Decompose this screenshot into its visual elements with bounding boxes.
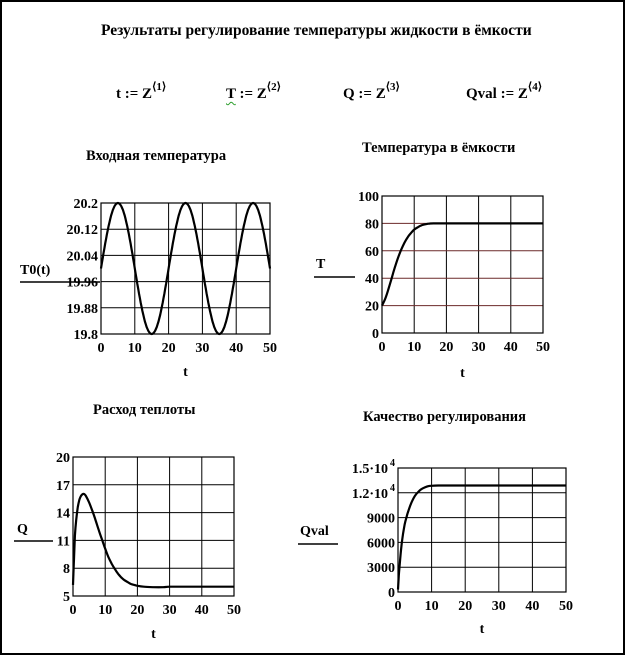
inlet-xtick-label: 10 bbox=[127, 341, 142, 356]
def-rhs: Z bbox=[517, 86, 528, 102]
def-index: ⟨2⟩ bbox=[266, 81, 281, 93]
quality-xtick-label: 40 bbox=[525, 599, 540, 614]
def-rhs: Z bbox=[142, 86, 153, 102]
def-index: ⟨1⟩ bbox=[152, 81, 167, 93]
tank-xlabel: t bbox=[460, 366, 465, 381]
def-lhs: T bbox=[226, 86, 236, 102]
chart-title-inlet: Входная температура bbox=[86, 148, 227, 164]
inlet-series-line bbox=[101, 203, 270, 334]
quality-ytick-label: 6000 bbox=[367, 536, 395, 552]
tank-xtick-label: 0 bbox=[378, 340, 386, 355]
tank-ytick-label: 100 bbox=[358, 190, 379, 205]
def-op: := bbox=[358, 86, 372, 102]
chart-title-tank: Температура в ёмкости bbox=[362, 140, 516, 156]
heat-xlabel: t bbox=[151, 627, 156, 642]
tank-xtick-label: 40 bbox=[503, 340, 518, 355]
quality-series-line bbox=[398, 486, 566, 590]
inlet-xlabel: t bbox=[183, 365, 188, 380]
quality-ytick-exponent: 4 bbox=[390, 458, 395, 469]
quality-xtick-label: 0 bbox=[394, 599, 402, 614]
inlet-ytick-label: 20.12 bbox=[66, 223, 98, 239]
def-op: := bbox=[239, 86, 254, 102]
quality-ytick-label: 9000 bbox=[367, 511, 395, 527]
heat-ytick-label: 11 bbox=[56, 534, 70, 550]
def-lhs: t bbox=[116, 86, 121, 102]
tank-series-line bbox=[382, 223, 543, 305]
quality-xtick-label: 50 bbox=[559, 599, 573, 614]
def-rhs: Z bbox=[375, 86, 386, 102]
quality-ytick-label: 0 bbox=[388, 586, 395, 601]
quality-xtick-label: 20 bbox=[458, 599, 473, 614]
tank-ytick-label: 60 bbox=[365, 244, 379, 260]
tank-xtick-label: 30 bbox=[471, 340, 486, 355]
tank-ylabel: T bbox=[316, 257, 326, 272]
quality-ytick-label: 1.2·10 bbox=[351, 486, 388, 502]
def-lhs: Q bbox=[343, 86, 355, 102]
heat-ytick-label: 20 bbox=[56, 451, 70, 466]
heat-xtick-label: 20 bbox=[130, 603, 145, 618]
quality-ytick-label: 1.5·10 bbox=[351, 462, 388, 477]
heat-ytick-label: 14 bbox=[56, 506, 70, 522]
def-index: ⟨4⟩ bbox=[527, 81, 542, 93]
def-lhs: Qval bbox=[466, 86, 497, 102]
inlet-ytick-label: 19.88 bbox=[66, 301, 98, 317]
heat-ytick-label: 5 bbox=[63, 590, 70, 605]
def-rhs: Z bbox=[256, 86, 267, 102]
inlet-xtick-label: 20 bbox=[161, 341, 176, 356]
inlet-xtick-label: 0 bbox=[97, 341, 105, 356]
inlet-ylabel: T0(t) bbox=[20, 263, 51, 278]
def-op: := bbox=[124, 86, 139, 102]
heat-ylabel: Q bbox=[17, 522, 28, 537]
inlet-xtick-label: 50 bbox=[263, 341, 277, 356]
tank-ytick-label: 40 bbox=[365, 272, 379, 288]
tank-ytick-label: 20 bbox=[365, 299, 379, 315]
def-index: ⟨3⟩ bbox=[385, 81, 400, 93]
heat-xtick-label: 30 bbox=[162, 603, 177, 618]
heat-xtick-label: 0 bbox=[69, 603, 77, 618]
quality-ytick-label: 3000 bbox=[367, 561, 395, 577]
page-title: Результаты регулирование температуры жидкости в ёмкости bbox=[101, 22, 532, 39]
heat-xtick-label: 50 bbox=[227, 603, 241, 618]
heat-ytick-label: 17 bbox=[56, 478, 70, 494]
tank-ytick-label: 0 bbox=[372, 327, 379, 342]
tank-xtick-label: 20 bbox=[439, 340, 454, 355]
heat-xtick-label: 10 bbox=[98, 603, 113, 618]
quality-ytick-exponent: 4 bbox=[390, 482, 395, 494]
quality-xtick-label: 10 bbox=[424, 599, 439, 614]
inlet-ytick-label: 20.04 bbox=[66, 249, 98, 265]
inlet-ytick-label: 19.8 bbox=[73, 328, 98, 343]
def-op: := bbox=[500, 86, 515, 102]
heat-ytick-label: 8 bbox=[63, 562, 70, 578]
chart-title-quality: Качество регулирования bbox=[363, 409, 526, 425]
quality-ylabel: Qval bbox=[300, 524, 329, 539]
heat-xtick-label: 40 bbox=[194, 603, 209, 618]
tank-xtick-label: 10 bbox=[407, 340, 422, 355]
quality-xtick-label: 30 bbox=[491, 599, 506, 614]
inlet-xtick-label: 40 bbox=[229, 341, 244, 356]
tank-ytick-label: 80 bbox=[365, 217, 379, 233]
tank-plot-frame bbox=[382, 196, 543, 333]
inlet-xtick-label: 30 bbox=[195, 341, 210, 356]
chart-title-heat: Расход теплоты bbox=[93, 402, 196, 418]
tank-xtick-label: 50 bbox=[536, 340, 550, 355]
inlet-ytick-label: 19.96 bbox=[66, 275, 98, 291]
inlet-ytick-label: 20.2 bbox=[73, 197, 98, 212]
quality-xlabel: t bbox=[479, 622, 485, 637]
